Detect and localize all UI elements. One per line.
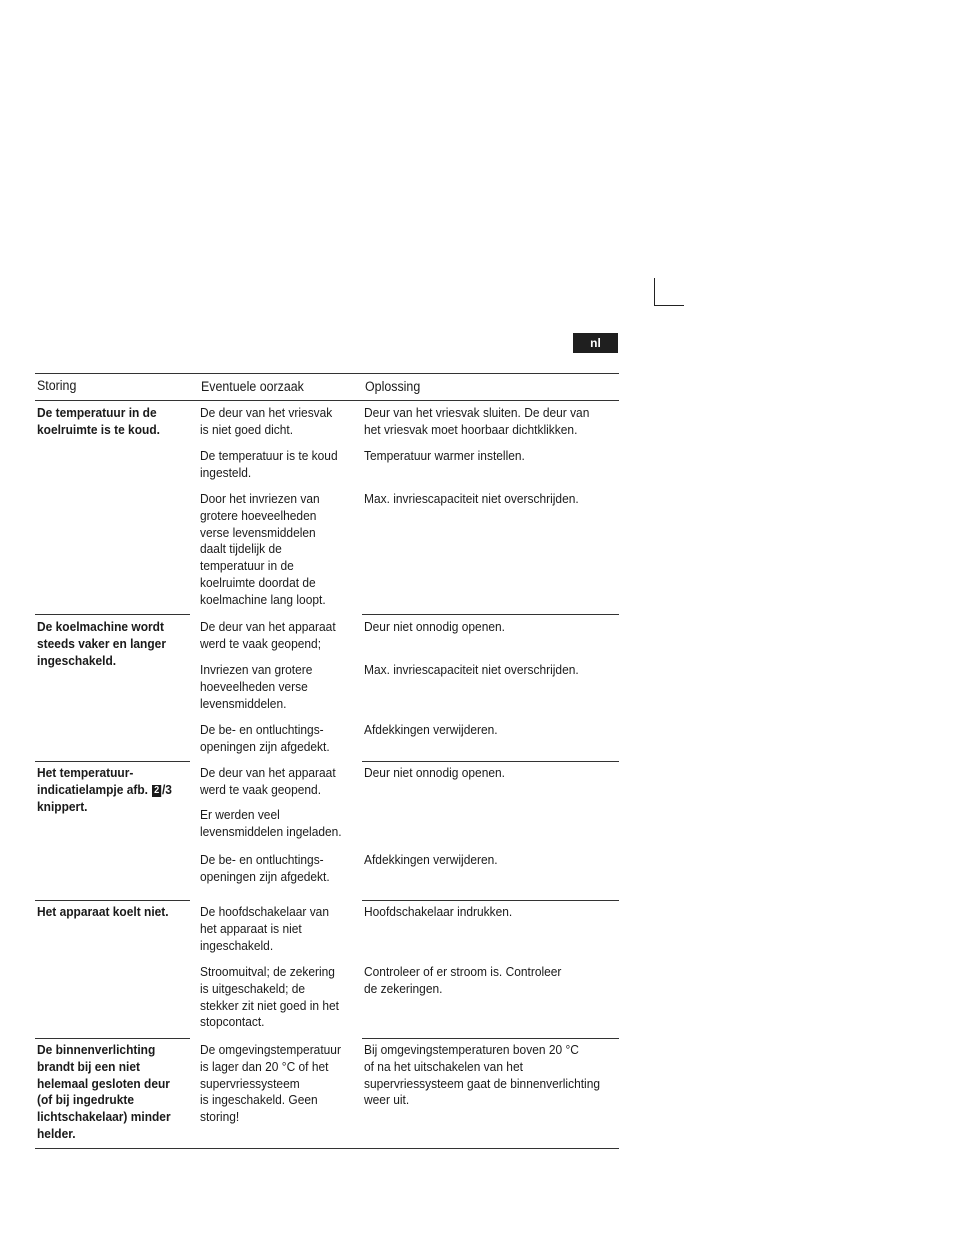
storing-cell <box>37 765 172 815</box>
oorzaak-cell: De be- en ontluchtings- openingen zijn afgedekt. <box>200 722 330 754</box>
row-rule <box>362 614 619 615</box>
oplossing-cell: Hoofdschakelaar indrukken. <box>364 904 513 919</box>
header-bottom-rule <box>35 400 619 401</box>
header-storing: Storing <box>37 378 77 393</box>
header-oplossing: Oplossing <box>365 379 421 394</box>
oorzaak-cell: De be- en ontluchtings- openingen zijn afgedekt. <box>200 852 330 884</box>
oorzaak-cell: Er werden veel levensmiddelen ingeladen. <box>200 807 342 839</box>
header-oorzaak: Eventuele oorzaak <box>201 379 304 394</box>
oorzaak-cell: De temperatuur is te koud ingesteld. <box>200 448 338 480</box>
row-rule <box>35 900 190 901</box>
row-rule <box>362 900 619 901</box>
storing-text: Het temperatuur- indicatielampje afb. <box>37 765 149 797</box>
row-rule <box>35 1038 190 1039</box>
oplossing-cell: Afdekkingen verwijderen. <box>364 722 498 737</box>
storing-cell: De temperatuur in de koelruimte is te koud. <box>37 405 160 437</box>
oplossing-cell: Max. invriescapaciteit niet overschrijden. <box>364 491 579 506</box>
oorzaak-cell: De deur van het apparaat werd te vaak geopend; <box>200 619 336 651</box>
oorzaak-cell: De deur van het vriesvak is niet goed dicht. <box>200 405 333 437</box>
storing-cell: De koelmachine wordt steeds vaker en langer ingeschakeld. <box>37 619 166 668</box>
oorzaak-cell: De hoofdschakelaar van het apparaat is niet ingeschakeld. <box>200 904 329 953</box>
oorzaak-cell: Door het invriezen van grotere hoeveelheden verse levensmiddelen daalt tijdelijk de temperatuur in de koelruimte doordat de koelmachine lang loopt. <box>200 491 326 607</box>
table-top-rule <box>35 373 619 374</box>
oorzaak-cell: De omgevingstemperatuur is lager dan 20 °C of het supervriessysteem is ingeschakeld. Geen storing! <box>200 1042 341 1125</box>
language-tag: nl <box>573 333 618 353</box>
oplossing-cell: Deur van het vriesvak sluiten. De deur van het vriesvak moet hoorbaar dichtklikken. <box>364 405 590 437</box>
row-rule <box>35 614 190 615</box>
oplossing-cell: Bij omgevingstemperaturen boven 20 °C of na het uitschakelen van het supervriessysteem gaat de binnenverlichting weer uit. <box>364 1042 601 1108</box>
table-bottom-rule <box>35 1148 619 1149</box>
oplossing-cell: Controleer of er stroom is. Controleer de zekeringen. <box>364 964 562 996</box>
oplossing-cell: Temperatuur warmer instellen. <box>364 448 525 463</box>
figure-ref-badge: 2 <box>154 784 160 796</box>
oplossing-cell: Max. invriescapaciteit niet overschrijden. <box>364 662 579 677</box>
oplossing-cell: Afdekkingen verwijderen. <box>364 852 498 867</box>
storing-cell: Het apparaat koelt niet. <box>37 904 169 919</box>
oplossing-cell: Deur niet onnodig openen. <box>364 619 505 634</box>
crop-mark-vertical <box>654 278 655 306</box>
row-rule <box>35 761 190 762</box>
row-rule <box>362 761 619 762</box>
storing-cell: De binnenverlichting brandt bij een niet helemaal gesloten deur (of bij ingedrukte lichtschakelaar) minder helder. <box>37 1042 171 1141</box>
oorzaak-cell: De deur van het apparaat werd te vaak geopend. <box>200 765 336 797</box>
oplossing-cell: Deur niet onnodig openen. <box>364 765 505 780</box>
crop-mark-horizontal <box>654 305 684 306</box>
row-rule <box>362 1038 619 1039</box>
oorzaak-cell: Stroomuitval; de zekering is uitgeschakeld; de stekker zit niet goed in het stopcontact. <box>200 964 339 1030</box>
oorzaak-cell: Invriezen van grotere hoeveelheden verse levensmiddelen. <box>200 662 313 711</box>
storing-text: /3 knippert. <box>37 781 172 814</box>
